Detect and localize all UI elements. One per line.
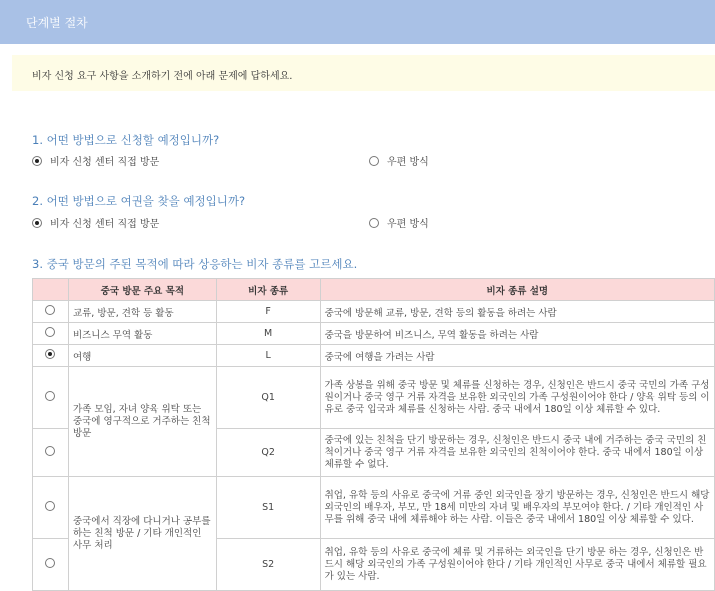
table-header-type: 비자 종류 bbox=[216, 279, 320, 301]
radio-checked-icon[interactable] bbox=[32, 156, 42, 166]
purpose-cell: 가족 모임, 자녀 양육 위탁 또는 중국에 영구적으로 거주하는 친척 방문 bbox=[68, 367, 216, 477]
q2-option-mail-label: 우편 방식 bbox=[387, 219, 429, 230]
page-title: 단계별 절차 bbox=[26, 16, 88, 30]
radio-unchecked-icon[interactable] bbox=[45, 501, 55, 511]
visa-type-cell: F bbox=[216, 301, 320, 323]
desc-cell: 가족 상봉을 위해 중국 방문 및 체류를 신청하는 경우, 신청인은 반드시 중국 국민의 가족 구성원이거나 중국 영구 거류 자격을 보유한 외국인의 가족 구성원이어야 한다 / 양육 위탁 등의 이유로 중국 입국과 체류를 신청하는 사람. 중국 내에서 180일 이상 체류할 수 있다. bbox=[320, 367, 714, 429]
radio-unchecked-icon[interactable] bbox=[369, 218, 379, 228]
question-1-title: 1. 어떤 방법으로 신청할 예정입니까? bbox=[32, 133, 220, 147]
purpose-cell: 비즈니스 무역 활동 bbox=[68, 323, 216, 345]
table-row[interactable] bbox=[33, 345, 715, 367]
table-row[interactable] bbox=[33, 367, 715, 429]
visa-type-cell: S1 bbox=[216, 477, 320, 539]
table-header-row bbox=[33, 279, 715, 301]
notice-box bbox=[12, 55, 715, 91]
q2-option-visit-label: 비자 신청 센터 직접 방문 bbox=[50, 219, 160, 230]
visa-type-cell: L bbox=[216, 345, 320, 367]
purpose-cell: 중국에서 직장에 다니거나 공부를 하는 친척 방문 / 기타 개인적인 사무 처리 bbox=[68, 477, 216, 591]
radio-unchecked-icon[interactable] bbox=[45, 446, 55, 456]
visa-type-cell: S2 bbox=[216, 539, 320, 591]
radio-checked-icon[interactable] bbox=[45, 349, 55, 359]
table-header-purpose: 중국 방문 주요 목적 bbox=[68, 279, 216, 301]
radio-unchecked-icon[interactable] bbox=[45, 391, 55, 401]
purpose-cell: 교류, 방문, 견학 등 활동 bbox=[68, 301, 216, 323]
desc-cell: 취업, 유학 등의 사유로 중국에 체류 및 거류하는 외국인을 단기 방문 하는 경우, 신청인은 반드시 해당 외국인의 가족 구성원이어야 한다 / 기타 개인적인 사무로 중국 내에서 체류할 필요가 있는 사람. bbox=[320, 539, 714, 591]
visa-type-table bbox=[32, 278, 715, 591]
radio-checked-icon[interactable] bbox=[32, 218, 42, 228]
question-2-title: 2. 어떤 방법으로 여권을 찾을 예정입니까? bbox=[32, 194, 246, 208]
purpose-cell: 여행 bbox=[68, 345, 216, 367]
question-3-title: 3. 중국 방문의 주된 목적에 따라 상응하는 비자 종류를 고르세요. bbox=[32, 257, 358, 271]
table-header-select bbox=[33, 279, 69, 301]
table-row[interactable] bbox=[33, 477, 715, 539]
radio-unchecked-icon[interactable] bbox=[45, 558, 55, 568]
q1-option-mail[interactable] bbox=[369, 153, 429, 168]
q1-option-mail-label: 우편 방식 bbox=[387, 157, 429, 168]
radio-unchecked-icon[interactable] bbox=[45, 327, 55, 337]
table-header-desc: 비자 종류 설명 bbox=[320, 279, 714, 301]
visa-type-cell: Q2 bbox=[216, 429, 320, 477]
notice-text: 비자 신청 요구 사항을 소개하기 전에 아래 문제에 답하세요. bbox=[32, 71, 293, 82]
desc-cell: 중국에 있는 친척을 단기 방문하는 경우, 신청인은 반드시 중국 내에 거주하는 중국 국민의 친척이거나 중국 영구 거류 자격을 보유한 외국인의 친척이어야 한다. 중국 내에서 180일 이상 체류할 수 없다. bbox=[320, 429, 714, 477]
radio-unchecked-icon[interactable] bbox=[45, 305, 55, 315]
q2-option-mail[interactable] bbox=[369, 215, 429, 230]
q1-option-visit[interactable] bbox=[32, 153, 159, 168]
table-row[interactable] bbox=[33, 301, 715, 323]
visa-type-cell: Q1 bbox=[216, 367, 320, 429]
desc-cell: 중국에 여행을 가려는 사람 bbox=[320, 345, 714, 367]
visa-type-cell: M bbox=[216, 323, 320, 345]
page-header bbox=[0, 0, 715, 44]
q2-option-visit[interactable] bbox=[32, 215, 159, 230]
desc-cell: 중국에 방문해 교류, 방문, 견학 등의 활동을 하려는 사람 bbox=[320, 301, 714, 323]
desc-cell: 중국을 방문하여 비즈니스, 무역 활동을 하려는 사람 bbox=[320, 323, 714, 345]
desc-cell: 취업, 유학 등의 사유로 중국에 거류 중인 외국인을 장기 방문하는 경우, 신청인은 반드시 해당 외국인의 배우자, 부모, 만 18세 미만의 자녀 및 배우자의 부모여야 한다. / 기타 개인적인 사무를 위해 중국 내에 체류해야 하는 사람. 이들은 중국 내에서 180일 이상 체류할 수 있다. bbox=[320, 477, 714, 539]
q1-option-visit-label: 비자 신청 센터 직접 방문 bbox=[50, 157, 160, 168]
radio-unchecked-icon[interactable] bbox=[369, 156, 379, 166]
table-row[interactable] bbox=[33, 323, 715, 345]
